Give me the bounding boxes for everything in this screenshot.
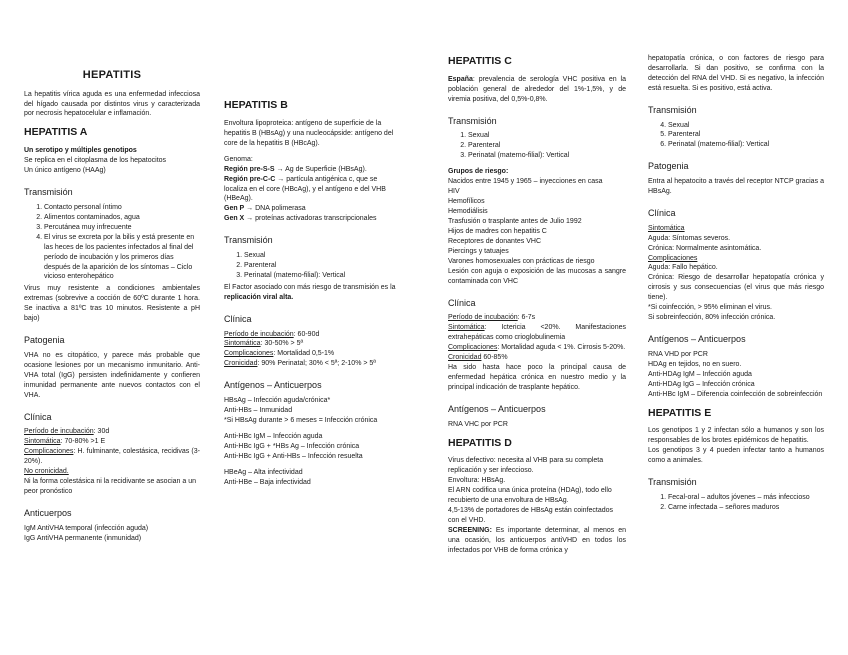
hep-d-antigenos-heading: Antígenos – Anticuerpos	[648, 334, 746, 345]
hep-b-transmision-list	[224, 251, 402, 281]
hep-c-riesgo-line: Varones homosexuales con prácticas de riesgo	[448, 257, 595, 265]
hep-c-riesgo-line: Hemodiálisis	[448, 208, 488, 216]
hep-c-incubacion: Período de incubación: 6-7s	[448, 314, 536, 322]
hep-b-transmision-note: El Factor asociado con más riesgo de transmisión es la replicación viral alta.	[224, 283, 396, 301]
column-4	[648, 0, 824, 515]
hep-c-riesgo-line: Lesión con aguja o exposición de las mucosas a sangre contaminada con VHC	[448, 267, 626, 285]
hep-b-transmision-heading: Transmisión	[224, 235, 273, 246]
hep-c-transmision-heading: Transmisión	[448, 115, 497, 126]
hep-e-transmision-list	[648, 493, 824, 513]
hep-c-sintomatica: Sintomática: Ictericia <20%. Manifestaciones extrahepáticas como crioglobulinemia	[448, 324, 626, 342]
hep-b-clinica-row: Cronicidad: 90% Perinatal; 30% < 5ª; 2-10% > 5ª	[224, 360, 376, 368]
hep-d-clinica-line: Aguda: Síntomas severos.	[648, 234, 731, 242]
hep-c-riesgo-line: Nacidos entre 1945 y 1965 – inyecciones en casa	[448, 178, 603, 186]
hep-d-transmision-heading: Transmisión	[648, 104, 697, 115]
hep-d-antigeno-line: Anti-HBc IgM – Diferencia coinfección de sobreinfección	[648, 390, 823, 398]
hep-d-transmision-list	[648, 121, 824, 151]
list-item: 2. Parenteral	[468, 141, 626, 151]
hep-d-clinica-line: Crónica: Normalmente asintomática.	[648, 244, 762, 252]
hep-c-complicaciones: Complicaciones: Mortalidad aguda < 1%. Cirrosis 5-20%.	[448, 344, 626, 352]
hepatitis-e-heading: HEPATITIS E	[648, 406, 712, 419]
hep-b-clinica-row: Sintomática: 30-50% > 5ª	[224, 340, 304, 348]
hep-a-anticuerpo-line: IgG AntiVHA permanente (inmunidad)	[24, 534, 142, 542]
hep-c-riesgo-line: HIV	[448, 188, 460, 196]
hep-b-antigeno-line: Anti-HBc IgG + *HBs Ag – Infección crónica	[224, 442, 360, 450]
hep-d-complicaciones-label: Complicaciones	[648, 254, 698, 262]
hep-d-clinica-heading: Clínica	[648, 207, 676, 218]
hep-a-clinica-heading: Clínica	[24, 411, 52, 422]
column-3	[448, 0, 626, 556]
page-title: HEPATITIS	[82, 69, 142, 81]
hep-c-antigenos-text: RNA VHC por PCR	[448, 420, 508, 428]
column-1	[24, 0, 200, 544]
hep-a-anticuerpo-line: IgM AntiVHA temporal (infección aguda)	[24, 524, 149, 532]
hep-a-transmision-heading: Transmisión	[24, 187, 73, 198]
list-item: 3. Perinatal (materno-filial): Vertical	[468, 151, 626, 161]
hep-a-line: Un único antígeno (HAAg)	[24, 167, 106, 175]
hep-a-patogenia-text: VHA no es citopático, y parece más probable que ocasione lesiones por un mecanismo inmunitario. Anti-VHA total (IgG) persisten indefinidamente y confieren inmunidad permanente ante nuevos contactos con el VHA.	[24, 351, 200, 399]
hep-b-antigeno-line: Anti-HBs – Inmunidad	[224, 406, 293, 414]
hep-e-line: Los genotipos 1 y 2 infectan sólo a humanos y son los responsables de los brotes epidémicos de hepatitis.	[648, 427, 824, 445]
hep-b-antigeno-line: HBeAg – Alta infectividad	[224, 468, 303, 476]
list-item: 1. Fecal-oral – adultos jóvenes – más infeccioso	[668, 493, 824, 503]
hep-d-line: 4,5-13% de portadores de HBsAg están coinfectados con el VHD.	[448, 507, 613, 525]
hep-b-antigeno-line: *Si HBsAg durante > 6 meses = Infección crónica	[224, 416, 378, 424]
hep-b-antigeno-line: Anti-HBe – Baja infectividad	[224, 478, 311, 486]
hep-d-line: Virus defectivo: necesita al VHB para su completa replicación y ser infeccioso.	[448, 457, 604, 475]
hep-c-cronicidad: Cronicidad 60-85%	[448, 354, 508, 362]
hep-b-antigeno-line: Anti-HBc IgM – Infección aguda	[224, 432, 323, 440]
hep-a-no-cronicidad: No cronicidad.	[24, 468, 69, 476]
hep-a-patogenia-heading: Patogenia	[24, 335, 65, 346]
hep-a-line: Se replica en el citoplasma de los hepatocitos	[24, 157, 167, 165]
hep-a-incubacion: Período de incubación: 30d	[24, 428, 110, 436]
hep-c-riesgo-line: Piercings y tatuajes	[448, 247, 509, 255]
hep-c-riesgo-heading: Grupos de riesgo:	[448, 168, 509, 176]
list-item: 3. Percutánea muy infrecuente	[44, 223, 200, 233]
list-item: 2. Carne infectada – señores maduros	[668, 503, 824, 513]
hep-a-resistance-note: Virus muy resistente a condiciones ambientales extremas (sobrevive a cocción de 60ºC durante 1 hora. Se inactiva a 81ºC tras 10 minutos. Resistente a pH bajo)	[24, 285, 200, 323]
hep-b-genoma-line: Región pre-C-C → partícula antigénica c, que se localiza en el core (HBcAg), y el antígeno e del VHB (HBeAg).	[224, 175, 386, 203]
hep-b-clinica-heading: Clínica	[224, 313, 252, 324]
hep-c-riesgo-line: Hijos de madres con hepatitis C	[448, 227, 547, 235]
hep-c-antigenos-heading: Antígenos – Anticuerpos	[448, 403, 546, 414]
list-item: 1. Sexual	[244, 251, 402, 261]
hep-b-envoltura: Envoltura lipoproteica: antígeno de superficie de la hepatitis B (HBsAg) y una nucleocápside: antígeno del core de la hepatitis B (HBcAg).	[224, 119, 394, 147]
hep-c-riesgo-line: Trasfusión o trasplante antes de Julio 1992	[448, 217, 582, 225]
hep-a-complicaciones: Complicaciones: H. fulminante, colestásica, recidivas (3-20%).	[24, 448, 200, 466]
hep-b-genoma-line: Gen X → proteínas activadoras transcripcionales	[224, 215, 377, 223]
hep-d-antigeno-line: HDAg en tejidos, no en suero.	[648, 360, 742, 368]
hep-d-antigeno-line: Anti-HDAg IgG – Infección crónica	[648, 380, 755, 388]
hep-d-clinica-line: Si sobreinfección, 80% infección crónica.	[648, 314, 776, 322]
hep-a-line: Un serotipo y múltiples genotipos	[24, 147, 137, 155]
list-item: 3. Perinatal (materno-filial): Vertical	[244, 271, 402, 281]
hep-b-genoma-label: Genoma:	[224, 155, 253, 163]
hep-b-genoma-line: Región pre-S-S → Ag de Superficie (HBsAg).	[224, 165, 367, 173]
hep-d-screening: SCREENING: Es importante determinar, al menos en una ocasión, los anticuerpos antiVHD en todos los infectados por VHB de forma crónica y	[448, 526, 626, 554]
hep-e-line: Los genotipos 3 y 4 pueden infectar tanto a humanos como a animales.	[648, 447, 824, 465]
list-item: 2. Parenteral	[244, 261, 402, 271]
hep-d-patogenia-text: Entra al hepatocito a través del receptor NTCP gracias a HBsAg.	[648, 178, 824, 196]
hep-b-clinica-row: Período de incubación: 60-90d	[224, 330, 320, 338]
hep-d-antigeno-line: RNA VHD por PCR	[648, 350, 708, 358]
hepatitis-d-heading: HEPATITIS D	[448, 436, 512, 449]
list-item: 5. Parenteral	[668, 130, 824, 140]
hepatitis-a-heading: HEPATITIS A	[24, 126, 88, 139]
hep-e-transmision-heading: Transmisión	[648, 477, 697, 488]
hep-b-genoma-line: Gen P → DNA polimerasa	[224, 205, 306, 213]
hep-c-clinica-heading: Clínica	[448, 297, 476, 308]
hep-d-patogenia-heading: Patogenia	[648, 161, 689, 172]
hep-d-line: El ARN codifica una única proteína (HDAg), todo ello recubierto de una envoltura de HBsAg.	[448, 487, 612, 505]
hep-a-sintomatica: Sintomática: 70-80% >1 E	[24, 438, 106, 446]
hep-c-riesgo-line: Hemofílicos	[448, 198, 485, 206]
hep-a-clinica-nota: Ni la forma colestásica ni la recidivante se asocian a un peor pronóstico	[24, 478, 196, 495]
hep-b-clinica-row: Complicaciones: Mortalidad 0,5-1%	[224, 350, 335, 358]
hep-b-antigeno-line: Anti-HBc IgG + Anti-HBs – Infección resuelta	[224, 452, 363, 460]
list-item: 1. Contacto personal íntimo	[44, 203, 200, 213]
hep-d-clinica-line: *Si coinfección, > 95% eliminan el virus.	[648, 304, 772, 312]
hepatitis-c-heading: HEPATITIS C	[448, 55, 512, 67]
list-item: 4. El virus se excreta por la bilis y está presente en las heces de los pacientes infectados al final del período de incubación y los primeros días después de la aparición de los síntomas – Ciclo vicioso enterohepático	[44, 233, 200, 283]
intro-paragraph: La hepatitis vírica aguda es una enfermedad infecciosa del hígado causada por distintos virus y caracterizada por necrosis hepatocelular e inflamación.	[24, 90, 200, 118]
hep-c-riesgo-line: Receptores de donantes VHC	[448, 237, 541, 245]
hepatitis-b-heading: HEPATITIS B	[224, 99, 288, 111]
hep-d-clinica-line: Crónica: Riesgo de desarrollar hepatopatía crónica y cirrosis y sus consecuencias (el virus que más riesgo tiene).	[648, 274, 824, 302]
hep-c-clinica-nota: Ha sido hasta hace poco la principal causa de enfermedad hepática crónica en nuestro medio y la principal indicación de trasplante hepático.	[448, 364, 626, 391]
column-2	[224, 0, 402, 488]
list-item: 1. Sexual	[468, 131, 626, 141]
hep-b-antigeno-line: HBsAg – Infección aguda/crónica*	[224, 397, 331, 405]
hep-a-transmision-list	[24, 203, 200, 283]
hep-d-antigeno-line: Anti-HDAg IgM – Infección aguda	[648, 370, 752, 378]
list-item: 4. Sexual	[668, 121, 824, 131]
list-item: 6. Perinatal (materno-filial): Vertical	[668, 140, 824, 150]
hep-d-clinica-line: Aguda: Fallo hepático.	[648, 264, 718, 272]
hep-d-line: Envoltura: HBsAg.	[448, 477, 506, 485]
hep-d-continuation: hepatopatía crónica, o con factores de riesgo para desarrollarla. Si dan positivo, se confirma con la detección del RNA del VHD. Si es negativo, la infección está resuelta. Si es positivo, está activa.	[648, 55, 824, 92]
list-item: 2. Alimentos contaminados, agua	[44, 213, 200, 223]
hep-c-transmision-list	[448, 131, 626, 161]
hep-d-sintomatica-label: Sintomática	[648, 224, 685, 232]
hep-c-espana: España: prevalencia de serología VHC positiva en la población general de alrededor del 1%-1,5%, y de viremia positiva, del 0,5%-0,8%.	[448, 75, 626, 103]
hep-a-anticuerpos-heading: Anticuerpos	[24, 507, 72, 518]
hep-b-antigenos-heading: Antígenos – Anticuerpos	[224, 380, 322, 391]
